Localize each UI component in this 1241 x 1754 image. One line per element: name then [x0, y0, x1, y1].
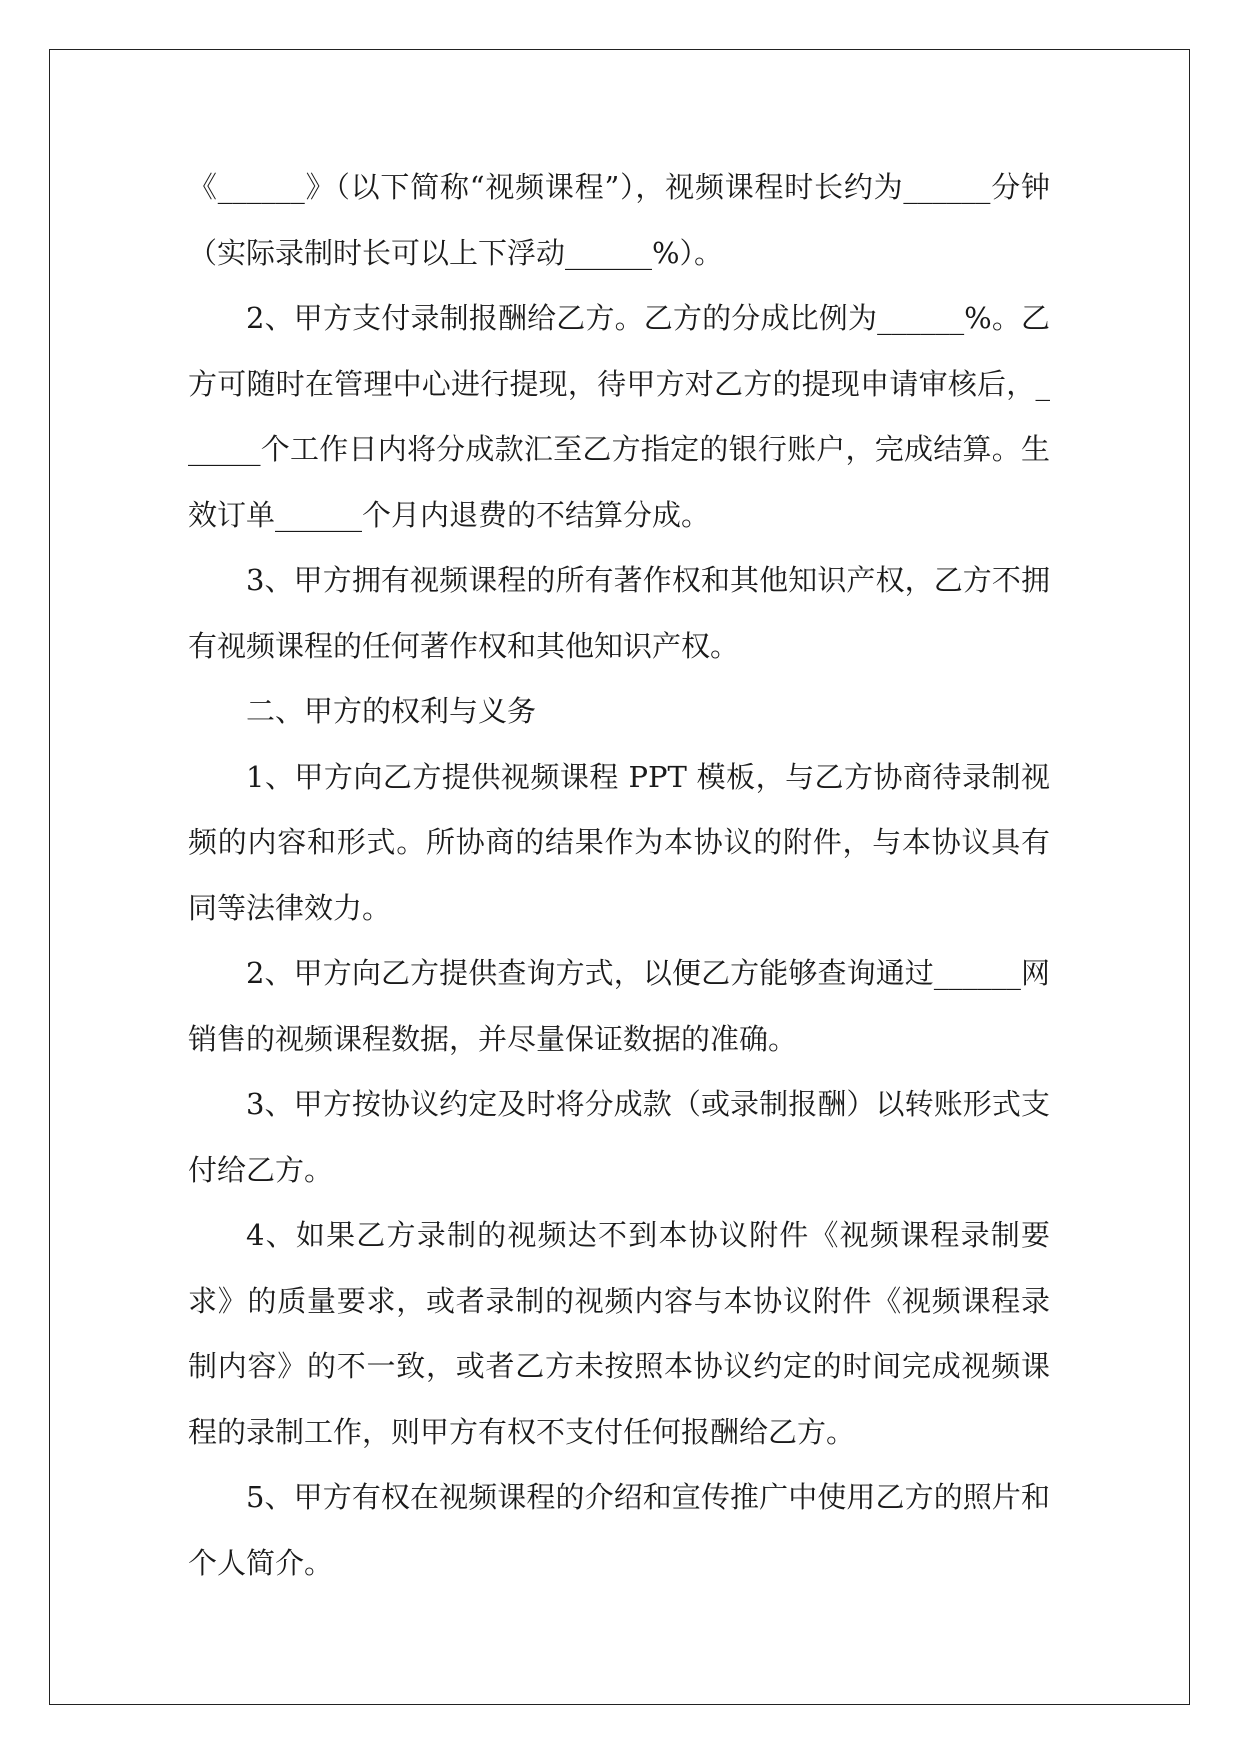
paragraph-clause-1-3-copyright: 3、甲方拥有视频课程的所有著作权和其他知识产权，乙方不拥有视频课程的任何著作权和其他知识产权。 — [188, 563, 1050, 663]
paragraph-clause-1-2-remuneration: 2、甲方支付录制报酬给乙方。乙方的分成比例为______%。乙方可随时在管理中心进行提现，待甲方对乙方的提现申请审核后，______个工作日内将分成款汇至乙方指定的银行账户，完成结算。生效订单______个月内退费的不结算分成。 — [188, 301, 1050, 532]
paragraph-course-title-duration: 《______》（以下简称“视频课程”），视频课程时长约为______分钟（实际录制时长可以上下浮动______%）。 — [188, 170, 1050, 270]
paragraph-clause-2-4-quality: 4、如果乙方录制的视频达不到本协议附件《视频课程录制要求》的质量要求，或者录制的视频内容与本协议附件《视频课程录制内容》的不一致，或者乙方未按照本协议约定的时间完成视频课程的录制工作，则甲方有权不支付任何报酬给乙方。 — [188, 1218, 1050, 1449]
section-heading-party-a-rights: 二、甲方的权利与义务 — [246, 694, 537, 728]
paragraph-clause-2-2-query: 2、甲方向乙方提供查询方式，以便乙方能够查询通过______网销售的视频课程数据，并尽量保证数据的准确。 — [188, 956, 1050, 1056]
paragraph-clause-2-1-template: 1、甲方向乙方提供视频课程 PPT 模板，与乙方协商待录制视频的内容和形式。所协商的结果作为本协议的附件，与本协议具有同等法律效力。 — [188, 759, 1050, 925]
paragraph-clause-2-5-promotion: 5、甲方有权在视频课程的介绍和宣传推广中使用乙方的照片和个人简介。 — [188, 1480, 1050, 1580]
document-body — [188, 155, 1050, 1596]
paragraph-clause-2-3-payment: 3、甲方按协议约定及时将分成款（或录制报酬）以转账形式支付给乙方。 — [188, 1087, 1050, 1187]
